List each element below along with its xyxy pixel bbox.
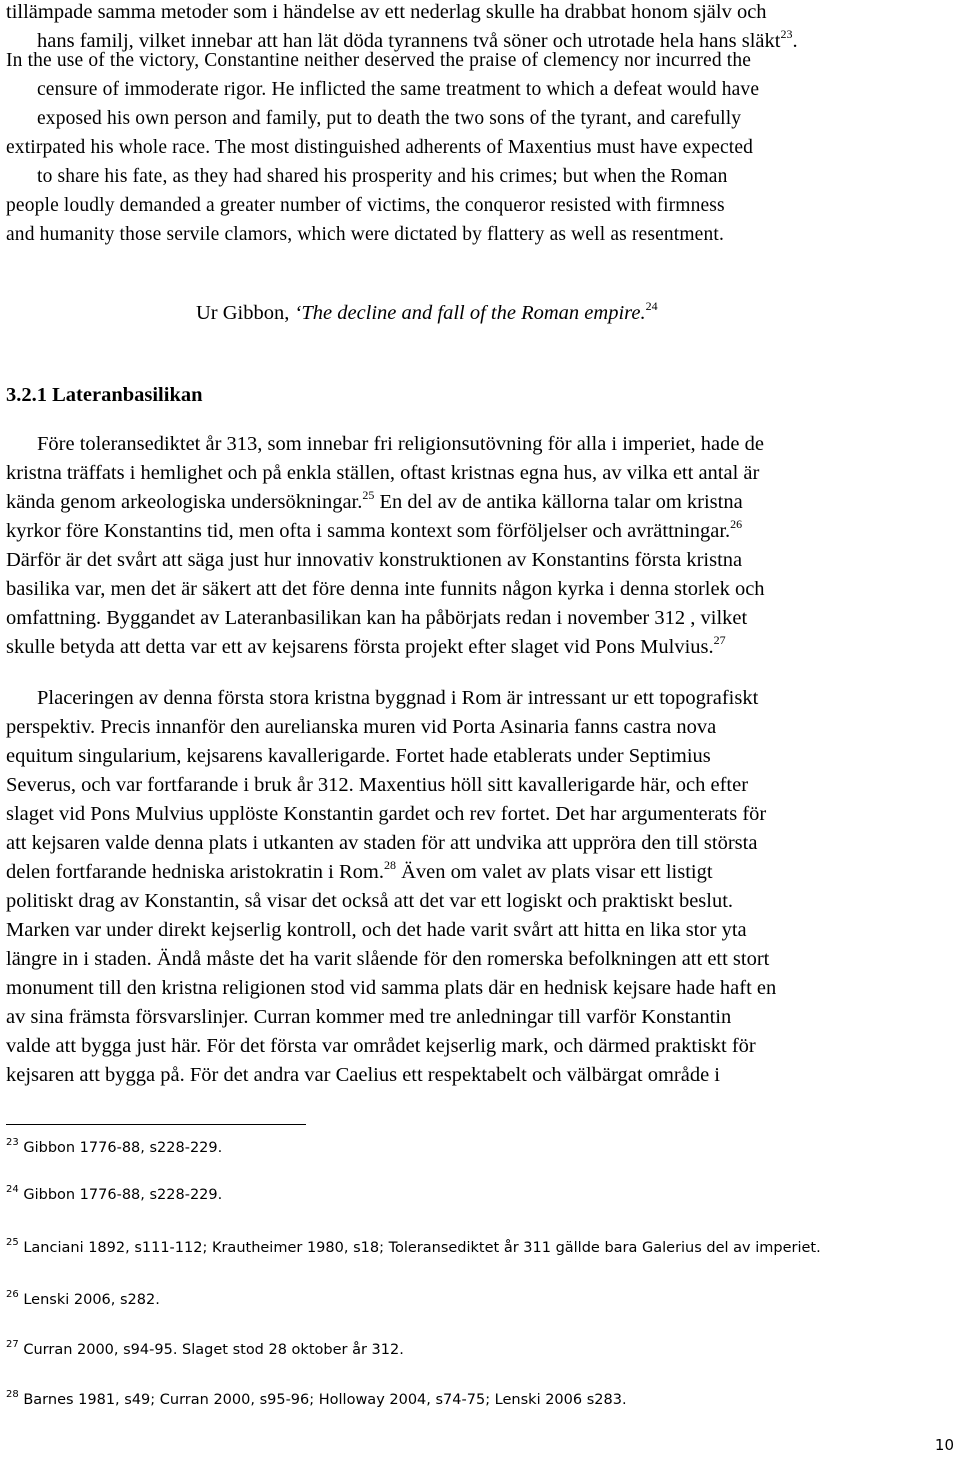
attribution-prefix: Ur Gibbon, — [196, 302, 295, 324]
quote-sv-line-2 — [37, 27, 798, 52]
quote-en-line-5: to share his fate, as they had shared his prosperity and his crimes; but when the Roman — [37, 166, 728, 187]
para1-line-3a: kända genom arkeologiska undersökningar. — [6, 491, 363, 513]
para2-line-7b: Även om valet av plats visar ett listigt — [396, 861, 713, 883]
footnote-ref-28[interactable]: 28 — [384, 858, 396, 873]
quote-sv-line-2-end: . — [792, 30, 798, 52]
quote-en-line-7: and humanity those servile clamors, which were dictated by flattery as well as resentment. — [6, 224, 724, 245]
section-heading: 3.2.1 Lateranbasilikan — [6, 384, 203, 406]
para2-line-12: av sina främsta försvarslinjer. Curran kommer med tre anledningar till varför Konstantin — [6, 1006, 732, 1028]
footnote-text: Lenski 2006, s282. — [23, 1292, 160, 1308]
quote-en-line-3: exposed his own person and family, put to death the two sons of the tyrant, and carefully — [37, 108, 742, 129]
quote-attribution — [196, 299, 658, 325]
footnote-number: 28 — [6, 1389, 19, 1401]
footnote-ref-23[interactable]: 23 — [780, 27, 793, 42]
para2-line-1: Placeringen av denna första stora kristna byggnad i Rom är intressant ur ett topografiskt — [37, 687, 759, 709]
para2-line-7 — [6, 858, 713, 883]
para1-line-8 — [6, 633, 726, 658]
footnote-23 — [6, 1137, 223, 1156]
para1-line-6: basilika var, men det är säkert att det före denna inte funnits någon kyrka i denna storlek och — [6, 578, 765, 600]
footnote-ref-26[interactable]: 26 — [730, 517, 743, 532]
footnote-text: Gibbon 1776-88, s228-229. — [23, 1140, 223, 1156]
footnote-number: 27 — [6, 1339, 19, 1351]
footnote-ref-25[interactable]: 25 — [362, 488, 375, 503]
para2-line-6: att kejsaren valde denna plats i utkanten av staden för att undvika att uppröra den till största — [6, 832, 758, 854]
para1-line-2: kristna träffats i hemlighet och på enkla ställen, oftast kristnas egna hus, av vilka ett antal är — [6, 462, 760, 484]
footnote-number: 23 — [6, 1137, 19, 1149]
para2-line-8: politiskt drag av Konstantin, så visar det också att det var ett logiskt och praktiskt beslut. — [6, 890, 734, 912]
para2-line-3: equitum singularium, kejsarens kavallerigarde. Fortet hade etablerats under Septimius — [6, 745, 711, 767]
para1-line-8a: skulle betyda att detta var ett av kejsarens första projekt efter slaget vid Pons Mulvius. — [6, 636, 714, 658]
footnote-28 — [6, 1389, 627, 1408]
footnote-number: 24 — [6, 1184, 19, 1196]
page-number: 10 — [934, 1436, 954, 1454]
attribution-title: ‘The decline and fall of the Roman empire. — [294, 302, 646, 324]
para2-line-2: perspektiv. Precis innanför den aurelianska muren vid Porta Asinaria fanns castra nova — [6, 716, 717, 738]
para2-line-9: Marken var under direkt kejserlig kontroll, och det hade varit svårt att hitta en lika stor yta — [6, 919, 747, 941]
para2-line-7a: delen fortfarande hedniska aristokratin i Rom. — [6, 861, 384, 883]
para2-line-4: Severus, och var fortfarande i bruk år 312. Maxentius höll sitt kavallerigarde här, och efter — [6, 774, 749, 796]
footnote-number: 26 — [6, 1289, 19, 1301]
footnote-27 — [6, 1339, 404, 1358]
para1-line-5: Därför är det svårt att säga just hur innovativ konstruktionen av Konstantins första kristna — [6, 549, 743, 571]
quote-en-line-2: censure of immoderate rigor. He inflicted the same treatment to which a defeat would have — [37, 79, 760, 100]
footnote-text: Lanciani 1892, s111-112; Krautheimer 1980, s18; Toleransediktet år 311 gällde bara Galerius del av imperiet. — [23, 1240, 821, 1256]
footnote-text: Curran 2000, s94-95. Slaget stod 28 oktober år 312. — [23, 1342, 404, 1358]
footnote-25 — [6, 1237, 821, 1256]
para1-line-7: omfattning. Byggandet av Lateranbasilikan kan ha påbörjats redan i november 312 , vilket — [6, 607, 748, 629]
para1-line-3b: En del av de antika källorna talar om kristna — [374, 491, 743, 513]
para2-line-13: valde att bygga just här. För det första var området kejserlig mark, och därmed praktiskt för — [6, 1035, 756, 1057]
para2-line-10: längre in i staden. Ändå måste det ha varit slående för den romerska befolkningen att ett stort — [6, 948, 770, 970]
footnote-ref-24[interactable]: 24 — [645, 299, 658, 314]
para2-line-14: kejsaren att bygga på. För det andra var Caelius ett respektabelt och välbärgat område i — [6, 1064, 721, 1086]
quote-sv-line-2-text: hans familj, vilket innebar att han lät döda tyrannens två söner och utrotade hela hans släkt — [37, 30, 781, 52]
para1-line-1: Före toleransediktet år 313, som innebar fri religionsutövning för alla i imperiet, hade de — [37, 433, 764, 455]
para1-line-3 — [6, 488, 743, 513]
footnote-text: Barnes 1981, s49; Curran 2000, s95-96; Holloway 2004, s74-75; Lenski 2006 s283. — [23, 1392, 627, 1408]
para2-line-5: slaget vid Pons Mulvius upplöste Konstantin gardet och rev fortet. Det har argumenterats för — [6, 803, 767, 825]
quote-en-line-1: In the use of the victory, Constantine neither deserved the praise of clemency nor incurred the — [6, 50, 752, 71]
quote-sv-line-1: tillämpade samma metoder som i händelse av ett nederlag skulle ha drabbat honom själv och — [6, 1, 767, 23]
quote-en-line-4: extirpated his whole race. The most distinguished adherents of Maxentius must have expected — [6, 137, 754, 158]
footnote-text: Gibbon 1776-88, s228-229. — [23, 1187, 223, 1203]
footnote-number: 25 — [6, 1237, 19, 1249]
quote-en-line-6: people loudly demanded a greater number of victims, the conqueror resisted with firmness — [6, 195, 725, 216]
footnote-26 — [6, 1289, 160, 1308]
footnote-24 — [6, 1184, 223, 1203]
para2-line-11: monument till den kristna religionen stod vid samma plats där en hednisk kejsare hade haft en — [6, 977, 777, 999]
para1-line-4a: kyrkor före Konstantins tid, men ofta i samma kontext som förföljelser och avrättningar. — [6, 520, 731, 542]
para1-line-4 — [6, 517, 743, 542]
footnote-ref-27[interactable]: 27 — [713, 633, 726, 648]
footnote-separator — [6, 1124, 306, 1125]
